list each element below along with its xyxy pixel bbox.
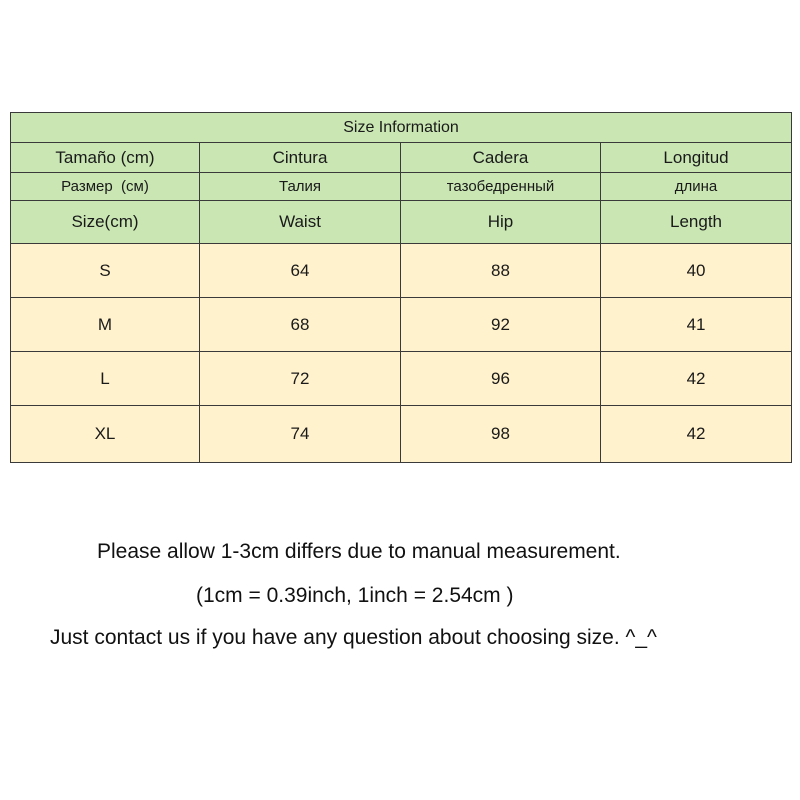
hip-cell: 92 bbox=[401, 298, 601, 352]
header-row-spanish bbox=[11, 143, 792, 173]
hip-cell: 98 bbox=[401, 406, 601, 463]
size-cell: XL bbox=[11, 406, 200, 463]
header-cell: Longitud bbox=[601, 143, 792, 173]
size-cell: S bbox=[11, 244, 200, 298]
waist-cell: 64 bbox=[200, 244, 401, 298]
header-row-russian bbox=[11, 173, 792, 201]
header-cell: тазобедренный bbox=[401, 173, 601, 201]
table-row bbox=[11, 244, 792, 298]
header-cell: Size(cm) bbox=[11, 201, 200, 244]
size-cell: M bbox=[11, 298, 200, 352]
header-cell: Талия bbox=[200, 173, 401, 201]
size-cell: L bbox=[11, 352, 200, 406]
table-row bbox=[11, 406, 792, 463]
length-cell: 42 bbox=[601, 352, 792, 406]
hip-cell: 88 bbox=[401, 244, 601, 298]
header-cell: длина bbox=[601, 173, 792, 201]
waist-cell: 68 bbox=[200, 298, 401, 352]
header-cell: Length bbox=[601, 201, 792, 244]
size-chart-table bbox=[10, 112, 792, 463]
note-unit-conversion: (1cm = 0.39inch, 1inch = 2.54cm ) bbox=[196, 584, 514, 607]
note-measurement-tolerance: Please allow 1-3cm differs due to manual measurement. bbox=[97, 540, 621, 563]
length-cell: 42 bbox=[601, 406, 792, 463]
table-title-row bbox=[11, 113, 792, 143]
length-cell: 41 bbox=[601, 298, 792, 352]
table-row bbox=[11, 352, 792, 406]
header-cell: Cadera bbox=[401, 143, 601, 173]
hip-cell: 96 bbox=[401, 352, 601, 406]
header-cell: Размер (см) bbox=[11, 173, 200, 201]
waist-cell: 74 bbox=[200, 406, 401, 463]
table-title: Size Information bbox=[11, 113, 792, 143]
header-cell: Cintura bbox=[200, 143, 401, 173]
header-cell: Hip bbox=[401, 201, 601, 244]
header-cell: Waist bbox=[200, 201, 401, 244]
table-row bbox=[11, 298, 792, 352]
length-cell: 40 bbox=[601, 244, 792, 298]
header-cell: Tamaño (cm) bbox=[11, 143, 200, 173]
header-row-english bbox=[11, 201, 792, 244]
waist-cell: 72 bbox=[200, 352, 401, 406]
note-contact: Just contact us if you have any question about choosing size. ^_^ bbox=[50, 626, 657, 649]
